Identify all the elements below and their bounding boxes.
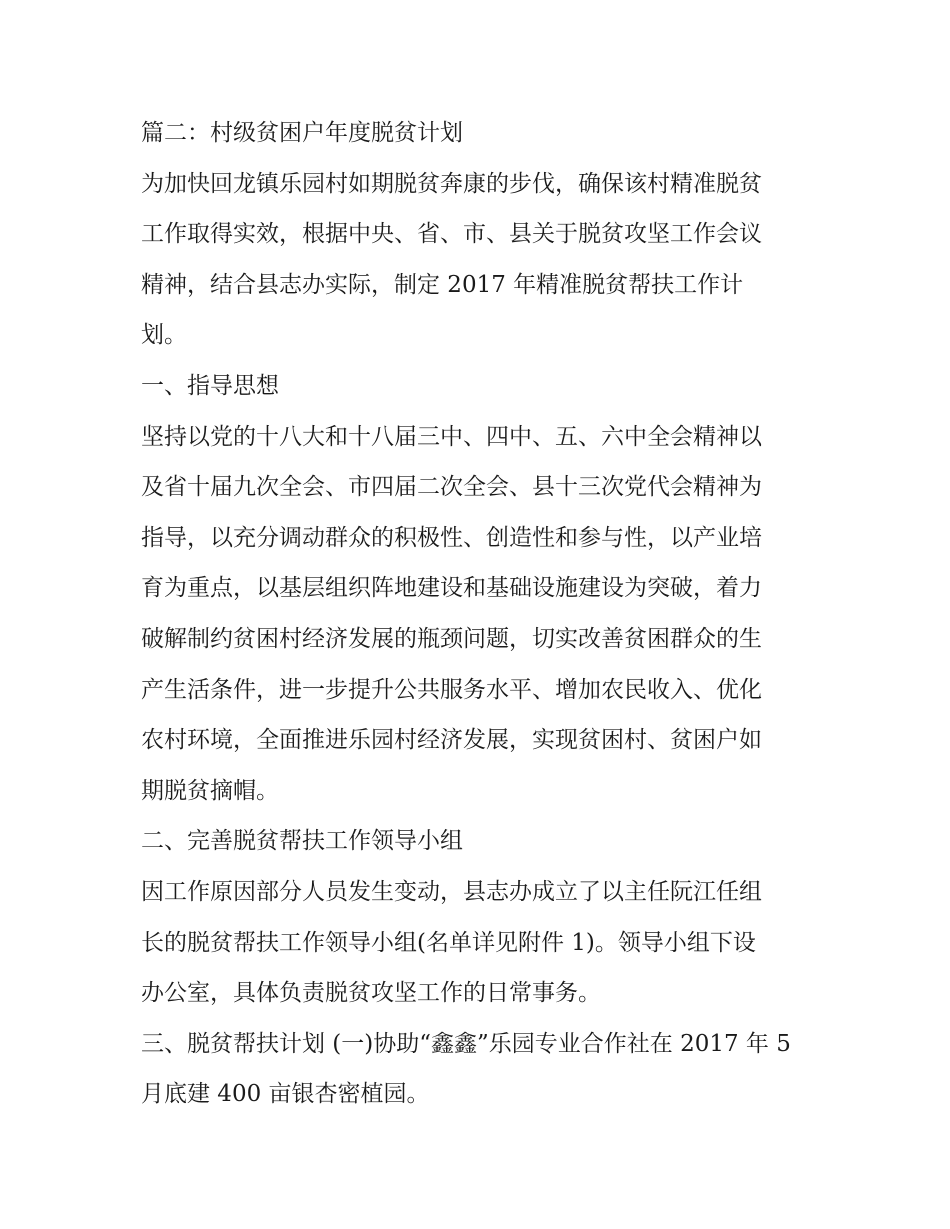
paragraph-line: 育为重点，以基层组织阵地建设和基础设施建设为突破，着力 [141,575,762,602]
paragraph-line: 及省十届九次全会、市四届二次全会、县十三次党代会精神为 [141,474,762,501]
paragraph-line: 农村环境，全面推进乐园村经济发展，实现贫困村、贫困户如 [141,727,762,754]
paragraph-line: 产生活条件，进一步提升公共服务水平、增加农民收入、优化 [141,676,762,703]
paragraph-line: 破解制约贫困村经济发展的瓶颈问题，切实改善贫困群众的生 [141,625,762,652]
paragraph-line: 划。 [141,322,187,349]
paragraph-line: 因工作原因部分人员发生变动，县志办成立了以主任阮江任组 [141,878,762,905]
paragraph-line: 期脱贫摘帽。 [141,777,279,804]
heading-leadership-group: 二、完善脱贫帮扶工作领导小组 [141,828,463,855]
paragraph-line: 指导，以充分调动群众的积极性、创造性和参与性，以产业培 [141,524,762,551]
paragraph-line: 月底建 400 亩银杏密植园。 [141,1081,430,1108]
heading-guiding-ideology: 一、指导思想 [141,372,279,399]
section-title: 篇二：村级贫困户年度脱贫计划 [141,120,463,146]
paragraph-line: 精神，结合县志办实际，制定 2017 年精准脱贫帮扶工作计 [141,271,744,298]
paragraph-line: 工作取得实效，根据中央、省、市、县关于脱贫攻坚工作会议 [141,221,762,248]
paragraph-line: 坚持以党的十八大和十八届三中、四中、五、六中全会精神以 [141,423,762,450]
document-body [141,108,821,1120]
paragraph-line: 办公室，具体负责脱贫攻坚工作的日常事务。 [141,980,601,1007]
paragraph-line: 为加快回龙镇乐园村如期脱贫奔康的步伐，确保该村精准脱贫 [141,170,762,197]
paragraph-line: 长的脱贫帮扶工作领导小组(名单详见附件 1)。领导小组下设 [141,929,756,956]
heading-assistance-plan: 三、脱贫帮扶计划 (一)协助“鑫鑫”乐园专业合作社在 2017 年 5 [141,1030,791,1057]
